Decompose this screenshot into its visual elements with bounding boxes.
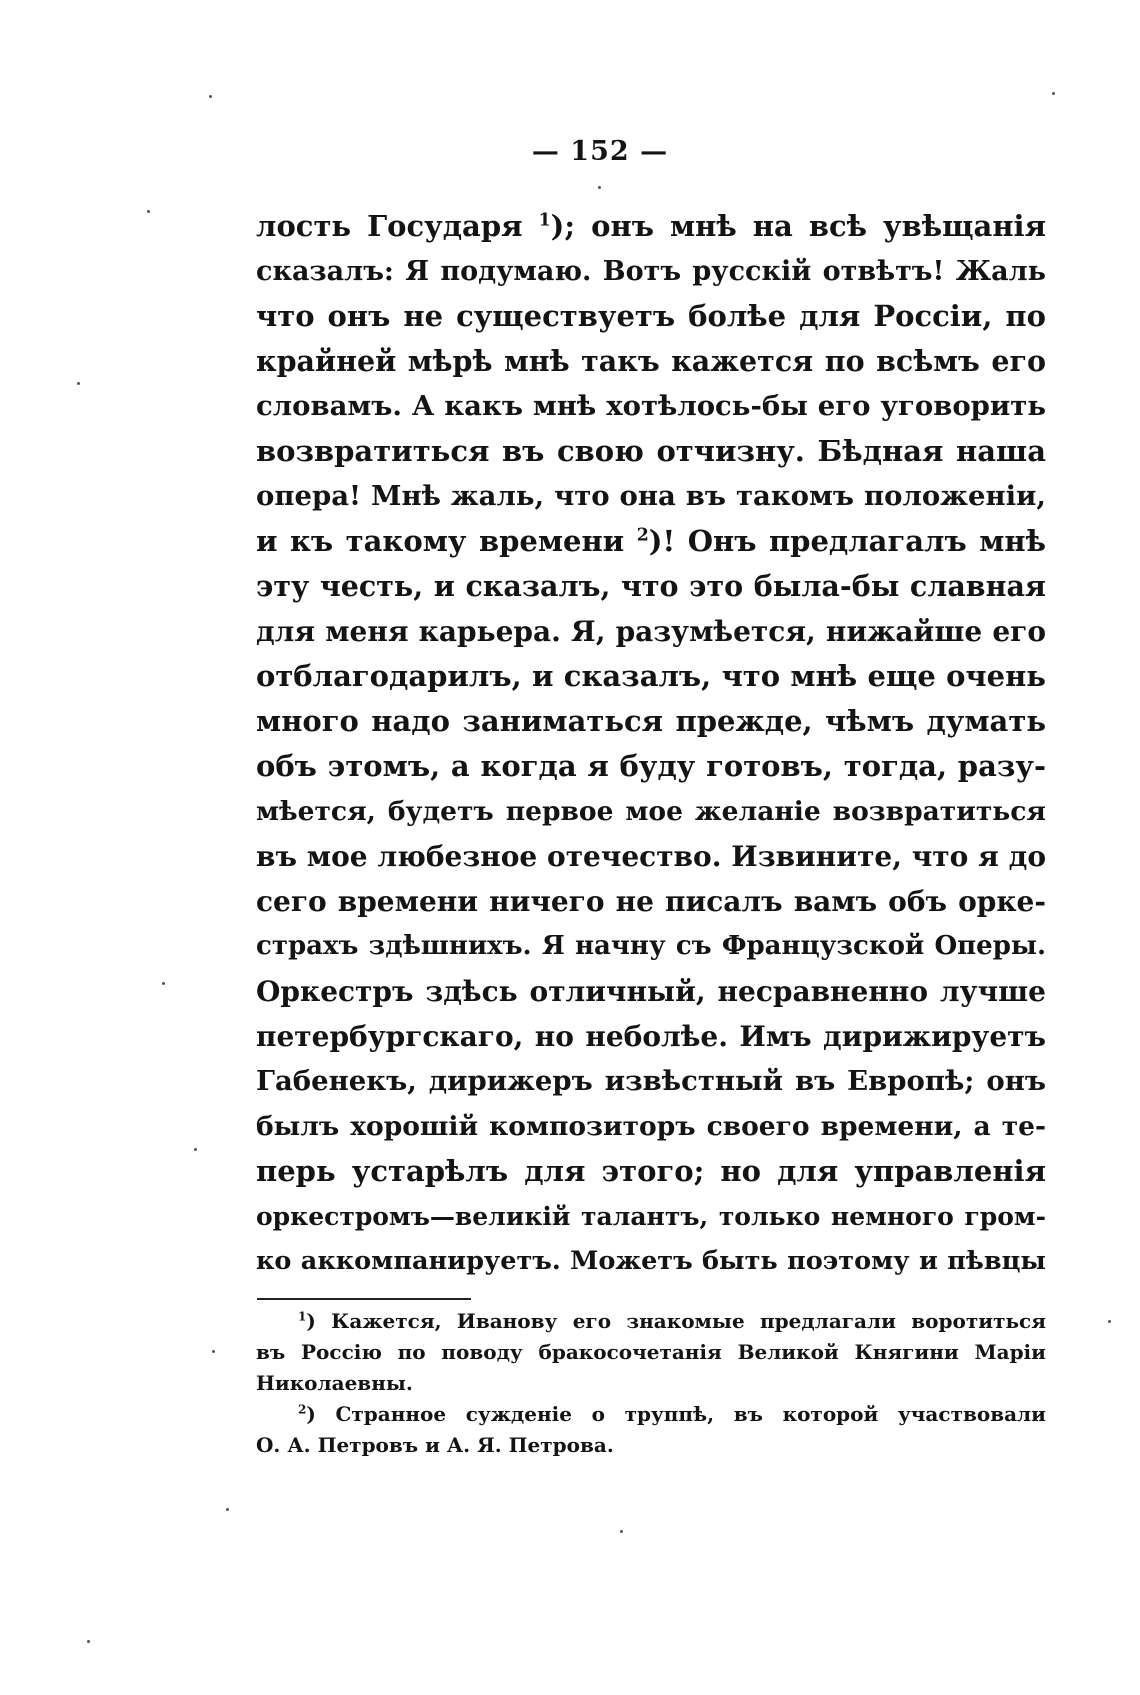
text-line xyxy=(256,564,1046,609)
text-line-content: Оркестръ здѣсь отличный, несравненно лучше xyxy=(256,975,1046,1008)
text-line xyxy=(256,249,1046,294)
text-line xyxy=(256,1104,1046,1149)
text-line-content: Габенекъ, дирижеръ извѣстный въ Европѣ; онъ xyxy=(256,1065,1046,1097)
text-line-content: для меня карьера. Я, разумѣется, нижайше его xyxy=(256,615,1046,648)
text-line-content: эту честь, и сказалъ, что это была-бы славная xyxy=(256,569,1046,603)
text-line xyxy=(256,654,1046,699)
text-line xyxy=(256,879,1046,924)
text-line xyxy=(256,384,1046,429)
text-line-content: возвратиться въ свою отчизну. Бѣдная наша xyxy=(256,434,1046,468)
footnote-text: О. А. Петровъ и А. Я. Петрова. xyxy=(256,1433,614,1457)
footnote-marker: 2 xyxy=(298,1402,307,1417)
footnote-ref: 1 xyxy=(538,210,551,231)
scan-speck xyxy=(1052,92,1055,95)
text-line-content: много надо заниматься прежде, чѣмъ думать xyxy=(256,704,1046,738)
scan-speck xyxy=(620,1530,623,1533)
text-line-content: оркестромъ—великій талантъ, только немного гром- xyxy=(256,1202,1046,1231)
scan-speck xyxy=(77,382,80,385)
text-line-content: перь устарѣлъ для этого; но для управленія xyxy=(256,1154,1046,1188)
text-line xyxy=(256,474,1046,519)
text-line xyxy=(256,1194,1046,1239)
footnote-text: Николаевны. xyxy=(256,1371,413,1395)
text-line xyxy=(256,429,1046,474)
footnote-line xyxy=(256,1430,1046,1461)
scan-speck xyxy=(209,95,212,98)
text-line xyxy=(256,699,1046,744)
text-line-content: ко аккомпанируетъ. Можетъ быть поэтому и пѣвцы xyxy=(256,1246,1046,1276)
scan-speck xyxy=(87,1640,90,1643)
text-line-content: сказалъ: Я подумаю. Вотъ русскій отвѣтъ! Жаль xyxy=(256,256,1046,287)
scan-speck xyxy=(147,210,150,213)
text-line xyxy=(256,969,1046,1014)
text-line xyxy=(256,924,1046,969)
footnote-line xyxy=(256,1368,1046,1399)
text-line-content: былъ хорошій композиторъ своего времени, а те- xyxy=(256,1111,1046,1142)
text-line xyxy=(256,519,1046,564)
text-line xyxy=(256,834,1046,879)
text-line-content: отблагодарилъ, и сказалъ, что мнѣ еще очень xyxy=(256,659,1046,693)
footnote-text: въ Россію по поводу бракосочетанія Великой Княгини Маріи xyxy=(256,1340,1046,1364)
footnote-line xyxy=(256,1306,1046,1337)
text-line xyxy=(256,789,1046,834)
text-line xyxy=(256,1059,1046,1104)
text-line-content: петербургскаго, но неболѣе. Имъ дирижируетъ xyxy=(256,1020,1046,1053)
footnote-line xyxy=(256,1337,1046,1368)
scan-speck xyxy=(226,1508,229,1511)
text-line-content: объ этомъ, а когда я буду готовъ, тогда, разу- xyxy=(256,749,1046,783)
footnotes xyxy=(256,1306,1046,1461)
text-line-content: и къ такому времени xyxy=(256,524,637,558)
text-line xyxy=(256,1014,1046,1059)
footnote-marker: 1 xyxy=(298,1309,307,1324)
text-line xyxy=(256,744,1046,789)
text-line-content: словамъ. А какъ мнѣ хотѣлось-бы его уговорить xyxy=(256,390,1046,422)
footnote-ref: 2 xyxy=(636,525,649,546)
body-text xyxy=(256,204,1046,1284)
text-line-content: сего времени ничего не писалъ вамъ объ орке- xyxy=(256,885,1046,918)
text-line-content: )! Онъ предлагалъ мнѣ xyxy=(648,524,1047,558)
text-line xyxy=(256,204,1046,249)
footnote-line xyxy=(256,1399,1046,1430)
scan-speck xyxy=(212,1350,215,1353)
footnote-text: ) Кажется, Иванову его знакомые предлагали воротиться xyxy=(306,1309,1046,1333)
scan-speck xyxy=(1108,1320,1111,1323)
footnote-rule xyxy=(257,1298,471,1300)
text-line-content: крайней мѣрѣ мнѣ такъ кажется по всѣмъ его xyxy=(256,344,1046,378)
text-line-content: что онъ не существуетъ болѣе для Россіи, по xyxy=(256,299,1046,333)
text-line-content: въ мое любезное отечество. Извините, что я до xyxy=(256,840,1046,873)
text-line-content: лость Государя xyxy=(256,209,539,243)
text-line xyxy=(256,1239,1046,1284)
scan-speck xyxy=(598,186,601,189)
text-line-content: опера! Мнѣ жаль, что она въ такомъ положеніи, xyxy=(256,480,1046,512)
page-number: — 152 — xyxy=(531,136,669,167)
scan-speck xyxy=(162,982,165,985)
text-line xyxy=(256,1149,1046,1194)
text-line-content: ); онъ мнѣ на всѣ увѣщанія xyxy=(550,209,1046,243)
text-line xyxy=(256,294,1046,339)
text-line xyxy=(256,339,1046,384)
text-line-content: мѣется, будетъ первое мое желаніе возвратиться xyxy=(256,796,1046,827)
text-line xyxy=(256,609,1046,654)
footnote-text: ) Странное сужденіе о труппѣ, въ которой участвовали xyxy=(306,1402,1046,1426)
text-line-content: страхъ здѣшнихъ. Я начну съ Французской Оперы. xyxy=(256,931,1046,961)
scan-speck xyxy=(194,1148,197,1151)
